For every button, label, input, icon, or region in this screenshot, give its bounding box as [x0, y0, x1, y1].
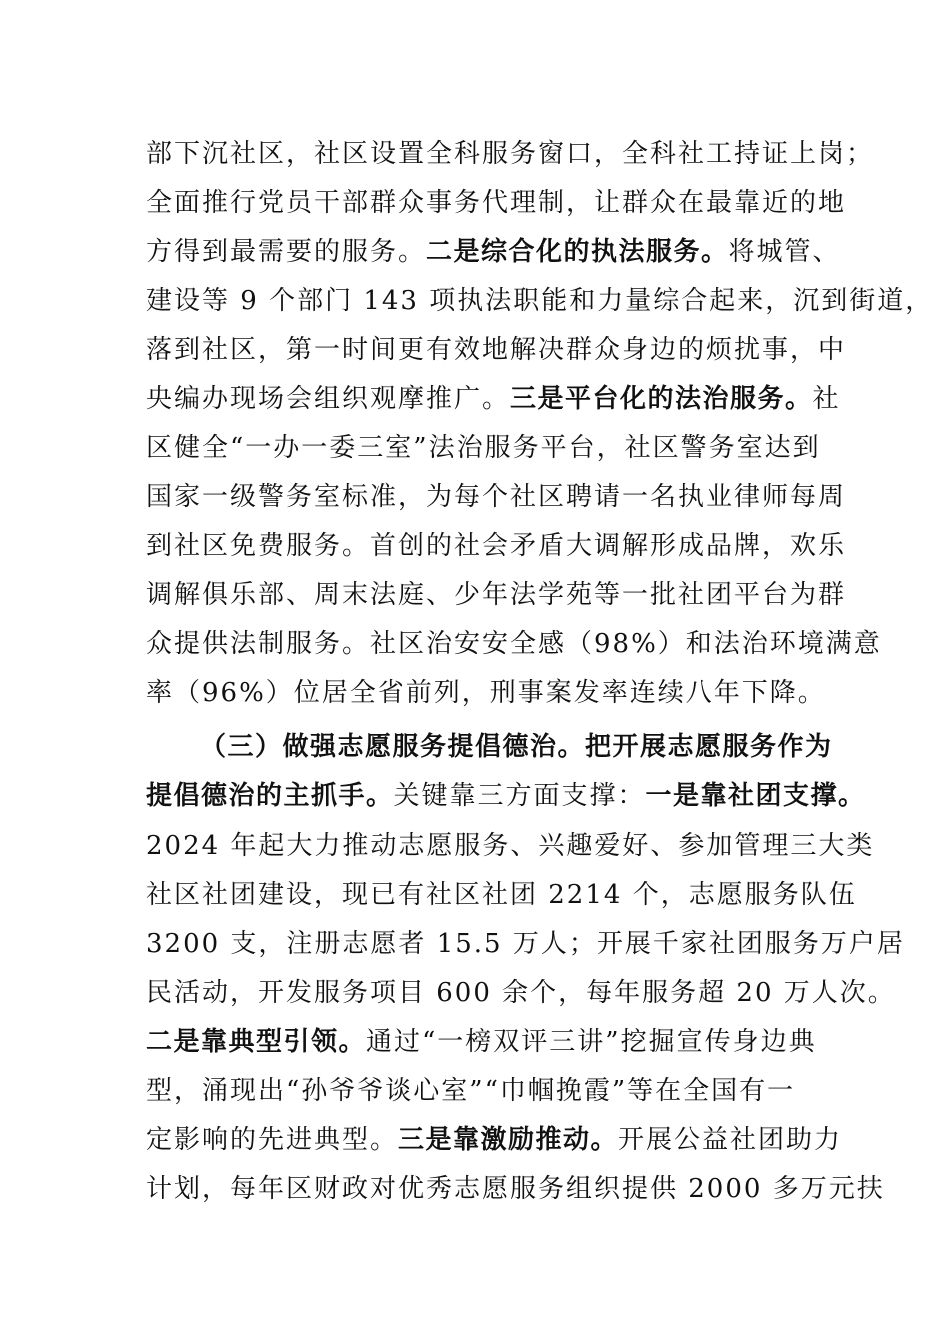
text-line [146, 875, 857, 915]
text-line [146, 477, 846, 517]
text-segment: 部下沉社区，社区设置全科服务窗口，全科社工持证上岗； [146, 139, 875, 169]
text-line [146, 575, 846, 615]
text-segment: 社区社团建设，现已有社区社团 2214 个，志愿服务队伍 [146, 880, 857, 910]
text-segment: 央编办现场会组织观摩推广。 [146, 384, 511, 414]
text-segment: 建设等 9 个部门 143 项执法职能和力量综合起来，沉到街道， [146, 286, 934, 316]
text-line [146, 826, 874, 866]
text-line [146, 330, 846, 370]
text-line [146, 624, 882, 664]
text-line [146, 1071, 795, 1111]
text-segment: 计划，每年区财政对优秀志愿服务组织提供 2000 多万元扶 [146, 1174, 885, 1204]
text-segment: 2024 年起大力推动志愿服务、兴趣爱好、参加管理三大类 [146, 831, 875, 861]
text-segment: 将城管、 [728, 237, 841, 267]
text-segment: 3200 支，注册志愿者 15.5 万人；开展千家社团服务万户居 [146, 929, 905, 959]
text-line [146, 526, 846, 566]
text-line [146, 183, 846, 223]
text-segment: 调解俱乐部、周末法庭、少年法学苑等一批社团平台为群 [146, 580, 847, 610]
text-line [146, 379, 841, 419]
text-segment: 众提供法制服务。社区治安安全感（98%）和法治环境满意 [146, 629, 882, 659]
text-line [146, 232, 841, 272]
text-segment: 国家一级警务室标准，为每个社区聘请一名执业律师每周 [146, 482, 847, 512]
text-segment: 率（96%）位居全省前列，刑事案发率连续八年下降。 [146, 678, 826, 708]
bold-heading: 二是综合化的执法服务。 [426, 237, 729, 267]
text-line [146, 281, 933, 321]
text-segment: 到社区免费服务。首创的社会矛盾大调解形成品牌，欢乐 [146, 531, 847, 561]
bold-heading: 提倡德治的主抓手。 [146, 781, 394, 811]
text-segment: 全面推行党员干部群众事务代理制，让群众在最靠近的地 [146, 188, 847, 218]
text-line [146, 973, 896, 1013]
bold-heading: 三是靠激励推动。 [398, 1125, 619, 1155]
text-segment: 民活动，开发服务项目 600 余个，每年服务超 20 万人次。 [146, 978, 896, 1008]
text-segment: 落到社区，第一时间更有效地解决群众身边的烦扰事，中 [146, 335, 847, 365]
text-segment: 通过“一榜双评三讲”挖掘宣传身边典 [366, 1027, 817, 1057]
text-line [146, 673, 826, 713]
text-segment: 方得到最需要的服务。 [146, 237, 427, 267]
text-segment: 关键靠三方面支撑： [393, 781, 646, 811]
text-line [146, 1169, 885, 1209]
text-segment: 区健全“一办一委三室”法治服务平台，社区警务室达到 [146, 433, 821, 463]
text-segment: 社 [812, 384, 841, 414]
text-line [146, 924, 905, 964]
text-line [146, 428, 821, 468]
text-segment: 型，涌现出“孙爷爷谈心室”“巾帼挽霞”等在全国有一 [146, 1076, 796, 1106]
text-segment: 开展公益社团助力 [618, 1125, 843, 1155]
section-heading-line [200, 727, 833, 767]
text-line [146, 1022, 817, 1062]
bold-heading: 三是平台化的法治服务。 [510, 384, 813, 414]
bold-heading: 一是靠社团支撑。 [645, 781, 866, 811]
text-segment: 定影响的先进典型。 [146, 1125, 399, 1155]
bold-heading: 二是靠典型引领。 [146, 1027, 367, 1057]
section-heading: （三）做强志愿服务提倡德治。把开展志愿服务作为 [200, 732, 833, 762]
text-line [146, 776, 866, 816]
text-line [146, 1120, 842, 1160]
text-line [146, 134, 874, 174]
